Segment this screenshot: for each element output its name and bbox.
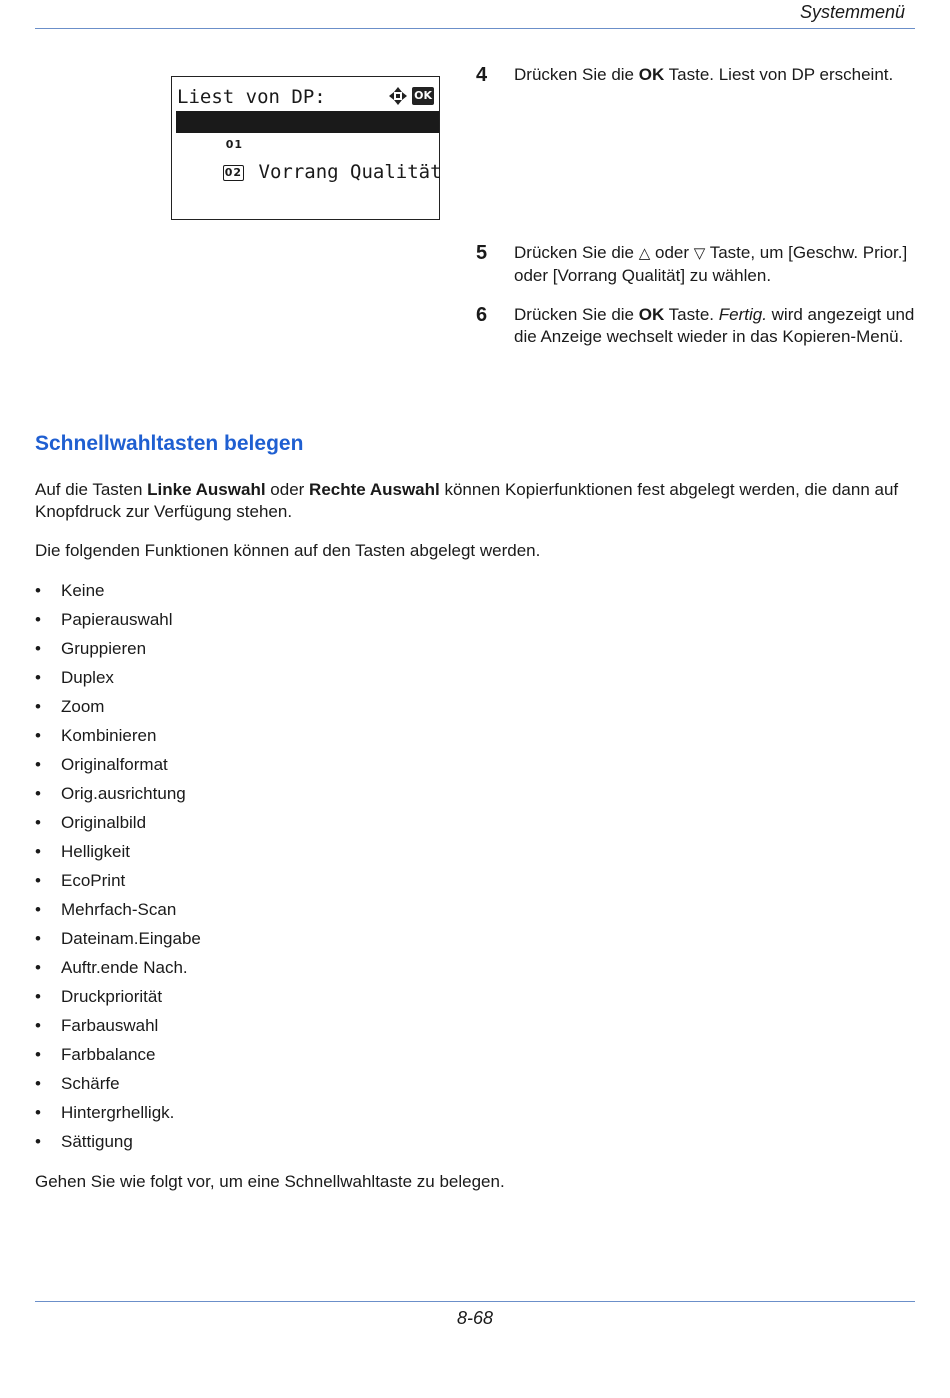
option-number-badge: 02: [224, 165, 243, 179]
list-item: • Hintergrhelligk.: [35, 1102, 201, 1131]
step-number: 4: [476, 64, 488, 86]
lcd-option-row: [176, 111, 439, 155]
list-item: • Keine: [35, 580, 201, 609]
list-item: • Helligkeit: [35, 841, 201, 870]
lcd-icons: [388, 86, 434, 106]
function-list: [35, 580, 201, 1160]
lcd-option-label: *Geschw. Prior.: [248, 133, 420, 155]
list-item: • Auftr.ende Nach.: [35, 957, 201, 986]
step-number: 5: [476, 242, 488, 264]
section-intro: Auf die Tasten Linke Auswahl oder Rechte Auswahl können Kopierfunktionen fest abgelegt werden, die dann auf Knopfdruck zur Verfügung stehen.: [35, 480, 899, 521]
lcd-display: [171, 76, 440, 220]
page-number: 8-68: [456, 1308, 494, 1328]
list-item: • Farbbalance: [35, 1044, 201, 1073]
list-item: • Gruppieren: [35, 638, 201, 667]
header-rule: [35, 28, 915, 29]
header-title: Systemmenü: [799, 2, 905, 22]
section-outro: Gehen Sie wie folgt vor, um eine Schnellwahltaste zu belegen.: [35, 1172, 505, 1191]
down-arrow-icon: ▽: [693, 245, 706, 262]
list-item: • Mehrfach-Scan: [35, 899, 201, 928]
list-item: • Farbauswahl: [35, 1015, 201, 1044]
list-intro: Die folgenden Funktionen können auf den Tasten abgelegt werden.: [35, 541, 541, 560]
option-number-badge: 01: [225, 137, 244, 151]
ok-key-icon: OK: [412, 87, 434, 105]
list-item: • Dateinam.Eingabe: [35, 928, 201, 957]
step-text: Drücken Sie die OK Taste. Liest von DP erscheint.: [514, 65, 894, 84]
step-text: Drücken Sie die △ oder ▽ Taste, um [Geschw. Prior.] oder [Vorrang Qualität] zu wählen.: [514, 243, 908, 285]
list-item: • Originalformat: [35, 754, 201, 783]
navigation-arrows-icon: [388, 86, 408, 106]
list-item: • Duplex: [35, 667, 201, 696]
lcd-option-row: [177, 136, 442, 183]
step-number: 6: [476, 304, 488, 326]
up-arrow-icon: △: [638, 245, 651, 262]
step-text: Drücken Sie die OK Taste. Fertig. wird angezeigt und die Anzeige wechselt wieder in das Kopieren-Menü.: [514, 305, 915, 346]
list-item: • Zoom: [35, 696, 201, 725]
list-item: • EcoPrint: [35, 870, 201, 899]
list-item: • Originalbild: [35, 812, 201, 841]
list-item: • Papierauswahl: [35, 609, 201, 638]
list-item: • Orig.ausrichtung: [35, 783, 201, 812]
list-item: • Sättigung: [35, 1131, 201, 1160]
list-item: • Schärfe: [35, 1073, 201, 1102]
list-item: • Druckpriorität: [35, 986, 201, 1015]
list-item: • Kombinieren: [35, 725, 201, 754]
lcd-title: Liest von DP:: [177, 86, 326, 108]
lcd-option-label: Vorrang Qualität: [258, 161, 442, 183]
footer-rule: [35, 1301, 915, 1302]
section-heading: Schnellwahltasten belegen: [35, 432, 304, 455]
